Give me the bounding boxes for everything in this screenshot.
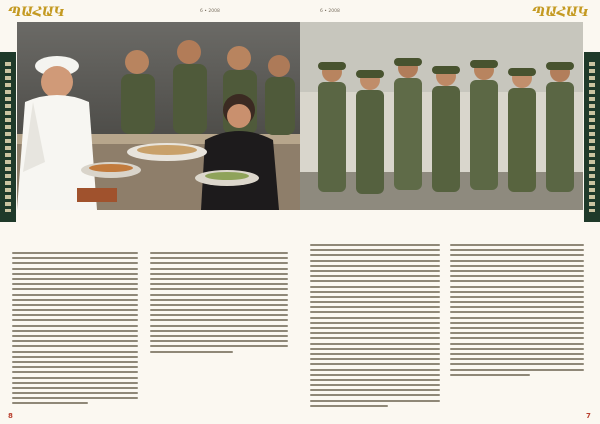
parade-photo-illustration — [300, 22, 583, 210]
right-section-tag — [584, 52, 600, 222]
right-body-column-1 — [310, 244, 440, 410]
left-issue-line: 6 • 2008 — [200, 9, 220, 14]
right-issue-line: 6 • 2008 — [320, 9, 340, 14]
left-body-column-2 — [150, 252, 288, 356]
left-section-tag-text — [5, 62, 11, 212]
right-page — [300, 0, 600, 424]
right-header — [300, 3, 600, 20]
right-section-tag-text — [589, 62, 595, 212]
right-logo: ՊԱՀԱԿ — [532, 5, 588, 20]
left-body-column-1 — [12, 252, 138, 408]
left-photo-canteen — [17, 22, 300, 210]
right-photo-parade — [300, 22, 583, 210]
left-section-tag — [0, 52, 16, 222]
left-header — [0, 3, 300, 20]
left-logo: ՊԱՀԱԿ — [8, 5, 64, 20]
left-page-number: 8 — [8, 412, 13, 420]
canteen-photo-illustration — [17, 22, 300, 210]
right-body-column-2 — [450, 244, 584, 379]
right-page-number: 7 — [586, 412, 591, 420]
